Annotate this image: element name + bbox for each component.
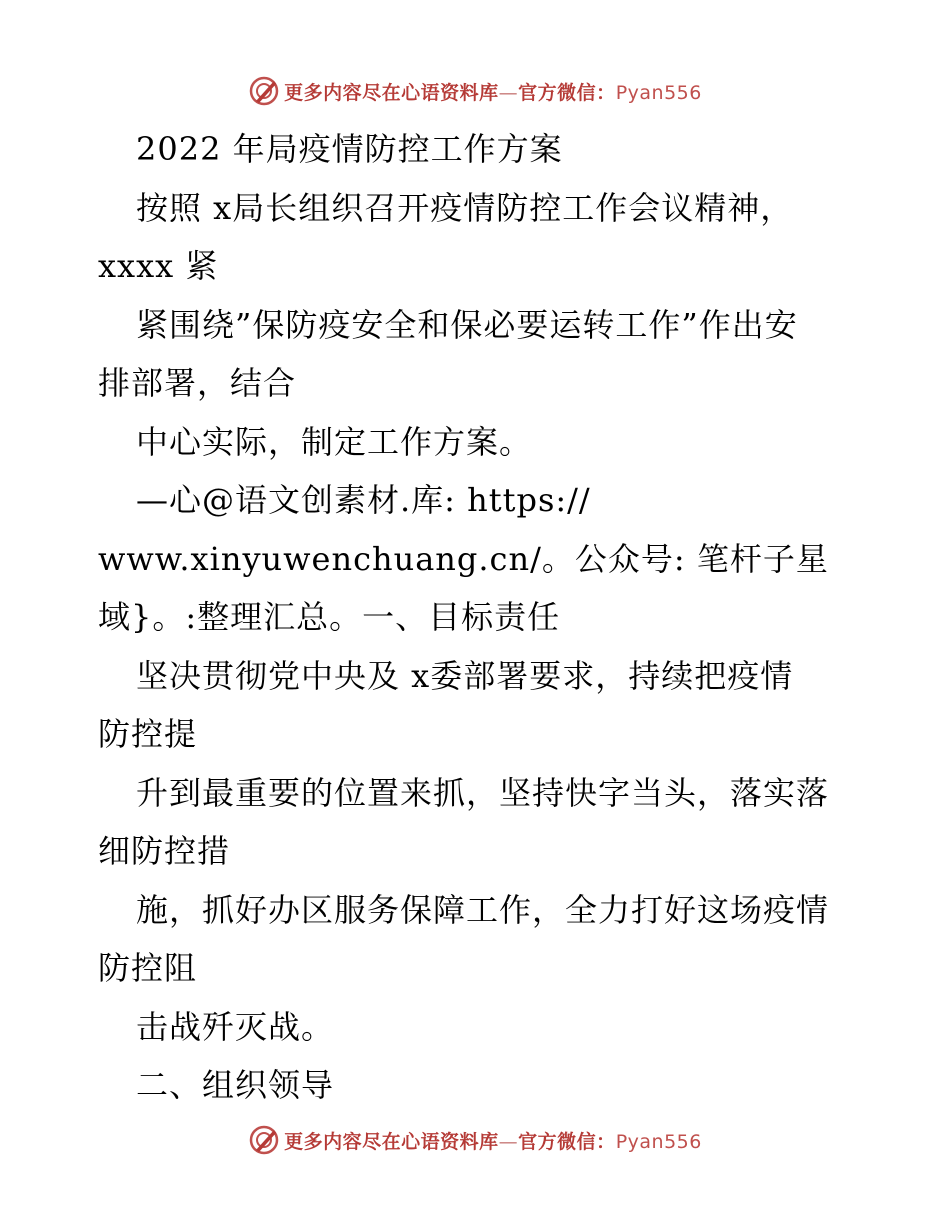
watermark-wechat-id: Pyan556: [615, 81, 702, 104]
doc-line-section-heading: 二、组织领导: [136, 1066, 335, 1104]
watermark-wechat-id: Pyan556: [615, 1130, 702, 1153]
doc-line: 击战歼灭战。: [136, 1007, 335, 1046]
doc-line: 紧围绕”保防疫安全和保必要运转工作”作出安: [136, 305, 798, 344]
doc-line: 排部署，结合: [98, 364, 297, 402]
watermark-main: 更多内容尽在心语资料库: [284, 81, 499, 104]
watermark-main: 更多内容尽在心语资料库: [284, 1130, 499, 1153]
doc-line: 坚决贯彻党中央及 x委部署要求，持续把疫情: [136, 656, 794, 695]
watermark-text: [284, 78, 702, 105]
doc-line: www.xinyuwenchuang.cn/。公众号: 笔杆子星: [98, 539, 829, 578]
doc-line: 施，抓好办区服务保障工作，全力打好这场疫情: [136, 890, 830, 929]
doc-line-section-heading: 域}。:整理汇总。一、目标责任: [98, 598, 561, 636]
watermark-wechat-label: 官方微信：: [518, 81, 616, 104]
footer-watermark-banner: [0, 1120, 950, 1160]
doc-line: 升到最重要的位置来抓，坚持快字当头，落实落: [136, 773, 830, 812]
pen-logo-icon: [248, 75, 280, 107]
watermark-dash: —: [498, 81, 519, 104]
doc-line: xxxx 紧: [98, 247, 219, 285]
watermark-wechat-label: 官方微信：: [518, 1130, 616, 1153]
doc-line: 细防控措: [98, 832, 231, 870]
doc-line: 中心实际，制定工作方案。: [136, 422, 533, 461]
watermark-dash: —: [498, 1130, 519, 1153]
doc-line: —心@语文创素材.库: https://: [136, 481, 591, 519]
doc-line: 防控提: [98, 715, 198, 753]
pen-logo-icon: [248, 1124, 280, 1156]
doc-line: 按照 x局长组织召开疫情防控工作会议精神，: [136, 188, 794, 227]
watermark-text: [284, 1127, 702, 1154]
header-watermark-banner: [0, 71, 950, 111]
doc-line-title: 2022 年局疫情防控工作方案: [136, 130, 563, 168]
document-body: [98, 120, 858, 1115]
doc-line: 防控阻: [98, 949, 198, 987]
